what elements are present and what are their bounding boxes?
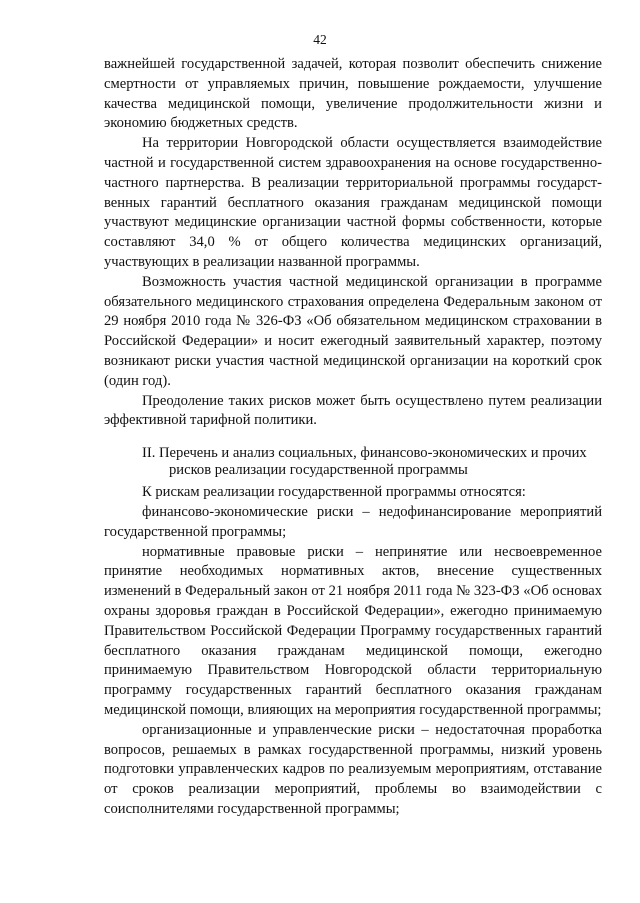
section-heading-line-2: рисков реализации государственной программы [169,462,468,479]
risks-intro: К рискам реализации государственной программы относятся: [142,484,526,501]
paragraph-tariff-policy: Преодоление таких рисков может быть осуществлено путем реализации эффективной тарифной политики. [104,392,602,429]
paragraph-continuation: важнейшей государственной задачей, которая позволит обеспечить снижение смертности от управляемых причин, повышение рождаемости, улучшение качества медицинской помощи, увеличение продолжительности жизни и экономию бюджетных средств. [104,56,602,132]
page-number: 42 [313,32,327,47]
paragraph-partnership: На территории Новгородской области осуществляется взаимодействие частной и государственной систем здравоохранения на основе государственно-частного партнерства. В реализации территориальной программы государст-венных гарантий бесплатного оказания гражданам медицинской помощи участвуют медицинские организации частной формы собственности, которые составляют 34,0 % от общего количества медицинских организаций, участвующих в реализации названной программы. [104,135,602,270]
risk-financial: финансово-экономические риски – недофинансирование мероприятий государственной программы; [104,503,602,540]
section-heading [104,445,602,479]
risk-organizational: организационные и управленческие риски – недостаточная проработка вопросов, решаемых в рамках государственной программы, низкий уровень подготовки управленческих кадров по реализуемым мероприятиям, отставание от сроков реализации мероприятий, проблемы во взаимодействии с соисполнителями государственной программы; [104,721,602,817]
risk-regulatory: нормативные правовые риски – непринятие или несвоевременное принятие необходимых нормативных актов, внесение существенных изменений в Федеральный закон от 21 ноября 2011 года № 323-ФЗ «Об основах охраны здоровья граждан в Российской Федерации», ежегодно принимаемую Правительством Российской Федерации Программу государственных гарантий бесплатного оказания гражданам медицинской помощи, ежегодно принимаемую Правительством Новгородской области территориальную программу государственных гарантий бесплатного оказания гражданам медицинской помощи, влияющих на мероприятия государственной программы; [104,543,602,718]
paragraph-private-participation: Возможность участия частной медицинской организации в программе обязательного медицинского страхования определена Федеральным законом от 29 ноября 2010 года № 326-ФЗ «Об обязательном медицинском страховании в Российской Федерации» и носит ежегодный заявительный характер, поэтому возникают риски участия частной медицинской организации на короткий срок (один год). [104,273,602,389]
page-body [104,55,602,820]
section-heading-line-1: II. Перечень и анализ социальных, финансово-экономических и прочих [142,445,587,462]
